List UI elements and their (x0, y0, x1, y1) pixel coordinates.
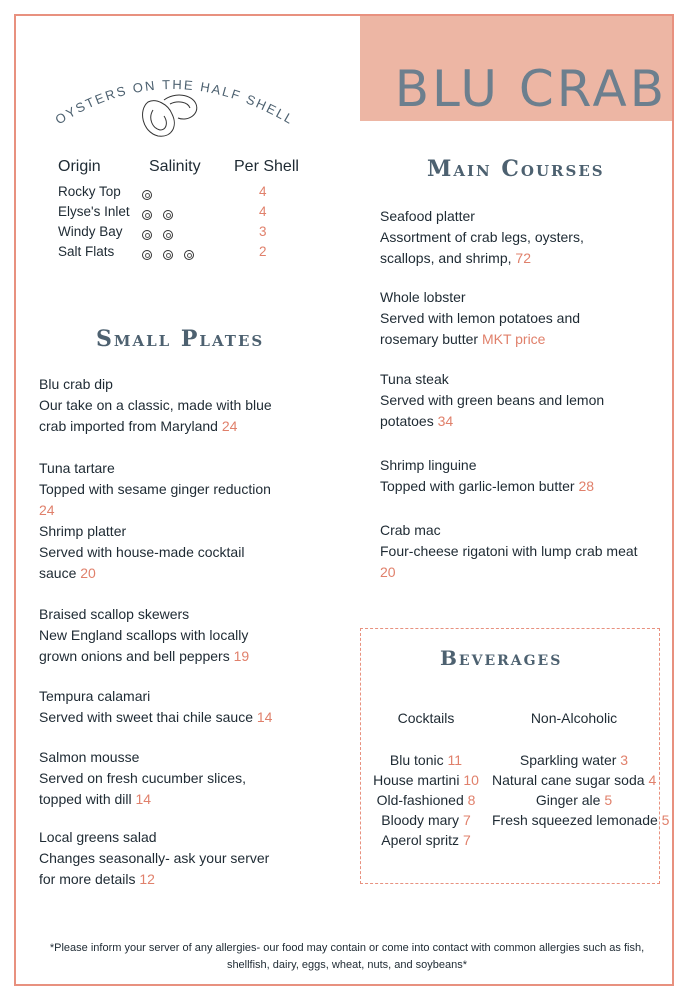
oysters-title-arc (40, 60, 320, 150)
beverage-name: Aperol spritz (381, 832, 460, 848)
main-courses-title: Main Courses (427, 156, 605, 182)
item-name: Local greens salad (39, 829, 157, 845)
item-price: 34 (437, 413, 454, 429)
beverage-price: 10 (463, 772, 479, 788)
salinity-dot-icon (142, 210, 152, 220)
oyster-price: 3 (259, 224, 267, 239)
beverage-price: 7 (462, 812, 471, 828)
item-price: 19 (233, 648, 250, 664)
item-price: 12 (139, 871, 155, 887)
item-name: Whole lobster (380, 289, 466, 305)
menu-item (39, 604, 279, 667)
beverage-name: House martini (373, 772, 460, 788)
item-price: 20 (80, 565, 96, 581)
item-description: Served with green beans and lemon potatoes (380, 392, 605, 429)
salinity-dot-icon (142, 250, 152, 260)
small-plates-title: Small Plates (96, 326, 265, 352)
item-description: New England scallops with locally grown onions and bell peppers (39, 627, 249, 664)
item-description: Served on fresh cucumber slices, topped with dill (39, 770, 246, 807)
beverage-item (362, 750, 490, 770)
salinity-dot-icon (142, 190, 152, 200)
item-name: Tuna steak (380, 371, 449, 387)
beverage-price: 4 (648, 772, 657, 788)
menu-item (380, 455, 642, 497)
salinity-dot-icon (184, 250, 194, 260)
allergy-note: *Please inform your server of any allergies- our food may contain or come into contact with common allergies such as fish, shellfish, dairy, eggs, wheat, nuts, and soybeans* (49, 942, 645, 971)
item-name: Braised scallop skewers (39, 606, 190, 622)
item-name: Shrimp platter (39, 523, 127, 539)
oyster-origin: Windy Bay (58, 224, 123, 239)
item-name: Tempura calamari (39, 688, 151, 704)
beverage-price: 11 (447, 752, 463, 768)
item-description: Topped with garlic-lemon butter (380, 478, 575, 494)
oyster-header-origin: Origin (58, 158, 101, 175)
item-description: Served with lemon potatoes and rosemary butter (380, 310, 581, 347)
salinity-dot-icon (142, 230, 152, 240)
beverage-price: 5 (661, 812, 670, 828)
item-price: 24 (39, 502, 55, 518)
menu-item (39, 521, 279, 584)
menu-item (39, 686, 279, 728)
item-name: Seafood platter (380, 208, 475, 224)
item-name: Tuna tartare (39, 460, 115, 476)
oyster-price: 4 (259, 184, 267, 199)
item-price: 72 (515, 250, 531, 266)
non-alcoholic-column (492, 708, 670, 830)
beverage-item (362, 830, 490, 850)
beverage-name: Sparkling water (519, 752, 617, 768)
beverage-price: 8 (467, 792, 476, 808)
salinity-dots (142, 228, 184, 243)
item-description: Assortment of crab legs, oysters, scallops, and shrimp, (380, 229, 584, 266)
salinity-dot-icon (163, 250, 173, 260)
salinity-dot-icon (163, 230, 173, 240)
oyster-origin: Salt Flats (58, 244, 115, 259)
cocktails-column (362, 708, 490, 850)
item-description: Four-cheese rigatoni with lump crab meat (380, 543, 638, 559)
beverage-name: Blu tonic (389, 752, 444, 768)
beverage-name: Old-fashioned (376, 792, 464, 808)
beverage-item (492, 810, 670, 830)
oysters-title: OYSTERS ON THE HALF SHELL (52, 76, 298, 128)
beverage-item (362, 810, 490, 830)
item-name: Salmon mousse (39, 749, 140, 765)
salinity-dots (142, 248, 205, 263)
menu-item (380, 520, 642, 583)
salinity-dot-icon (163, 210, 173, 220)
item-price: 14 (256, 709, 273, 725)
item-description: Topped with sesame ginger reduction (39, 481, 271, 497)
item-price: MKT price (481, 331, 546, 347)
item-name: Shrimp linguine (380, 457, 477, 473)
beverages-title: Beverages (440, 646, 563, 670)
item-description: Our take on a classic, made with blue crab imported from Maryland (39, 397, 272, 434)
beverage-item (492, 790, 656, 810)
menu-item (380, 369, 642, 432)
salinity-dots (142, 208, 184, 223)
beverage-column-heading: Non-Alcoholic (530, 710, 618, 726)
beverage-item (362, 770, 490, 790)
item-price: 28 (578, 478, 595, 494)
item-price: 24 (221, 418, 238, 434)
item-name: Blu crab dip (39, 376, 113, 392)
oyster-origin: Elyse's Inlet (58, 204, 130, 219)
oyster-price: 2 (259, 244, 267, 259)
item-description: Served with sweet thai chile sauce (39, 709, 253, 725)
menu-item (380, 287, 642, 350)
brand-title: BLU CRAB (394, 60, 667, 118)
oyster-icon (143, 95, 197, 136)
item-description: Changes seasonally- ask your server for more details (39, 850, 270, 887)
beverage-item (492, 750, 656, 770)
beverage-price: 5 (604, 792, 613, 808)
oyster-price: 4 (259, 204, 267, 219)
beverage-item (362, 790, 490, 810)
beverage-price: 7 (462, 832, 471, 848)
oyster-origin: Rocky Top (58, 184, 121, 199)
beverage-name: Ginger ale (535, 792, 601, 808)
oyster-header-price: Per Shell (234, 158, 299, 175)
menu-item (380, 206, 642, 269)
beverage-item (492, 770, 656, 790)
item-price: 20 (380, 564, 396, 580)
beverage-name: Bloody mary (381, 812, 460, 828)
beverage-price: 3 (620, 752, 629, 768)
salinity-dots (142, 188, 163, 203)
item-price: 14 (135, 791, 152, 807)
menu-item (39, 458, 279, 521)
item-name: Crab mac (380, 522, 441, 538)
beverage-column-heading: Cocktails (397, 710, 455, 726)
item-description: Served with house-made cocktail sauce (39, 544, 245, 581)
menu-item (39, 747, 279, 810)
oyster-header-salinity: Salinity (149, 158, 201, 175)
menu-item (39, 374, 279, 437)
beverage-name: Fresh squeezed lemonade (492, 812, 658, 828)
beverage-name: Natural cane sugar soda (492, 772, 645, 788)
menu-item (39, 827, 279, 890)
